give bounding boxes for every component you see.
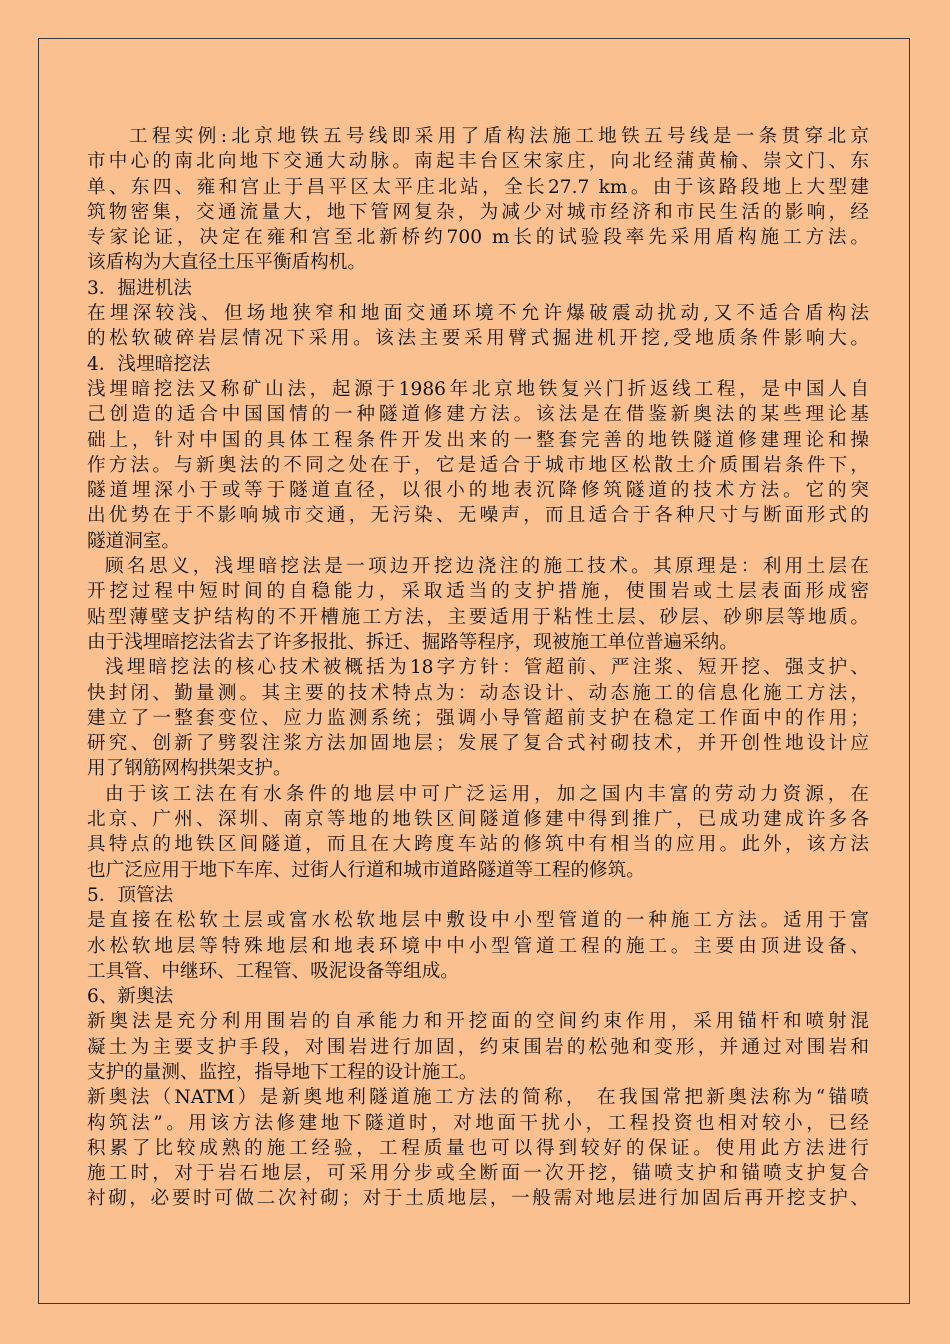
text-line: 构筑法”。用该方法修建地下隧道时，对地面干扰小，工程投资也相对较小，已经 [87,1112,869,1134]
text-line: 出优势在于不影响城市交通，无污染、无噪声，而且适合于各种尺寸与断面形式的 [87,505,869,527]
text-line: 市中心的南北向地下交通大动脉。南起丰台区宋家庄，向北经蒲黄榆、崇文门、东 [87,151,869,173]
text-line: 础上，针对中国的具体工程条件开发出来的一整套完善的地铁隧道修建理论和操 [87,429,869,451]
text-line: 由于该工法在有水条件的地层中可广泛运用，加之国内丰富的劳动力资源，在 [105,783,869,805]
text-line: 浅埋暗挖法又称矿山法，起源于1986年北京地铁复兴门折返线工程，是中国人自 [87,378,869,400]
text-line: 单、东四、雍和宫止于昌平区太平庄北站，全长27.7 km。由于该路段地上大型建 [87,176,869,198]
text-line: 在埋深较浅、但场地狭窄和地面交通环境不允许爆破震动扰动,又不适合盾构法 [87,303,869,325]
text-line: 筑物密集，交通流量大，地下管网复杂，为减少对城市经济和市民生活的影响，经 [87,201,869,223]
text-line: 专家论证，决定在雍和宫至北新桥约700 m长的试验段率先采用盾构施工方法。 [87,227,869,249]
text-line: 贴型薄壁支护结构的不开槽施工方法，主要适用于粘性土层、砂层、砂卵层等地质。 [87,606,869,628]
section-heading: 6、新奥法 [87,986,174,1008]
text-line: 快封闭、勤量测。其主要的技术特点为：动态设计、动态施工的信息化施工方法， [87,682,869,704]
text-line: 的松软破碎岩层情况下采用。该法主要采用臂式掘进机开挖,受地质条件影响大。 [87,328,869,350]
text-line: 该盾构为大直径土压平衡盾构机。 [87,252,366,274]
text-line: 具特点的地铁区间隧道，而且在大跨度车站的修筑中有相当的应用。此外，该方法 [87,834,869,856]
section-heading: 5．顶管法 [87,884,174,906]
text-line: 新奥法（NATM）是新奥地利隧道施工方法的简称， 在我国常把新奥法称为“锚喷 [87,1087,869,1109]
text-line: 建立了一整套变位、应力监测系统；强调小导管超前支护在稳定工作面中的作用； [87,707,869,729]
text-line: 隧道埋深小于或等于隧道直径，以很小的地表沉降修筑隧道的技术方法。它的突 [87,480,869,502]
text-line: 由于浅埋暗挖法省去了许多报批、拆迁、掘路等程序，现被施工单位普遍采纳。 [87,631,738,653]
text-line: 工程实例:北京地铁五号线即采用了盾构法施工地铁五号线是一条贯穿北京 [129,126,869,147]
document-body [87,124,869,1212]
text-line: 水松软地层等特殊地层和地表环境中中小型管道工程的施工。主要由顶进设备、 [87,935,869,957]
text-line: 浅埋暗挖法的核心技术被概括为18字方针：管超前、严注浆、短开挖、强支护、 [105,657,869,679]
text-line: 也广泛应用于地下车库、过街人行道和城市道路隧道等工程的修筑。 [87,859,645,881]
text-line: 衬砌，必要时可做二次衬砌；对于土质地层，一般需对地层进行加固后再开挖支护、 [87,1188,869,1210]
text-line: 开挖过程中短时间的自稳能力，采取适当的支护措施，使围岩或土层表面形成密 [87,581,869,603]
text-line: 支护的量测、监控，指导地下工程的设计施工。 [87,1061,478,1083]
text-line: 研究、创新了劈裂注浆方法加固地层；发展了复合式衬砌技术，并开创性地设计应 [87,733,869,755]
section-heading: 3．掘进机法 [87,277,192,299]
text-line: 新奥法是充分利用围岩的自承能力和开挖面的空间约束作用，采用锚杆和喷射混 [87,1011,869,1033]
text-line: 是直接在松软土层或富水松软地层中敷设中小型管道的一种施工方法。适用于富 [87,910,869,932]
text-line: 顾名思义，浅埋暗挖法是一项边开挖边浇注的施工技术。其原理是：利用土层在 [105,556,869,578]
text-line: 施工时，对于岩石地层，可采用分步或全断面一次开挖，锚喷支护和锚喷支护复合 [87,1163,869,1185]
text-line: 用了钢筋网构拱架支护。 [87,758,292,780]
section-heading: 4．浅埋暗挖法 [87,353,211,375]
text-line: 己创造的适合中国国情的一种隧道修建方法。该法是在借鉴新奥法的某些理论基 [87,404,869,426]
text-line: 工具管、中继环、工程管、吸泥设备等组成。 [87,960,459,982]
text-line: 作方法。与新奥法的不同之处在于，它是适合于城市地区松散土介质围岩条件下， [87,454,869,476]
text-line: 积累了比较成熟的施工经验，工程质量也可以得到较好的保证。使用此方法进行 [87,1137,869,1159]
text-line: 北京、广州、深圳、南京等地的地铁区间隧道修建中得到推广，已成功建成许多各 [87,809,869,831]
text-line: 凝土为主要支护手段，对围岩进行加固，约束围岩的松弛和变形，并通过对围岩和 [87,1036,869,1058]
text-line: 隧道洞室。 [87,530,180,552]
